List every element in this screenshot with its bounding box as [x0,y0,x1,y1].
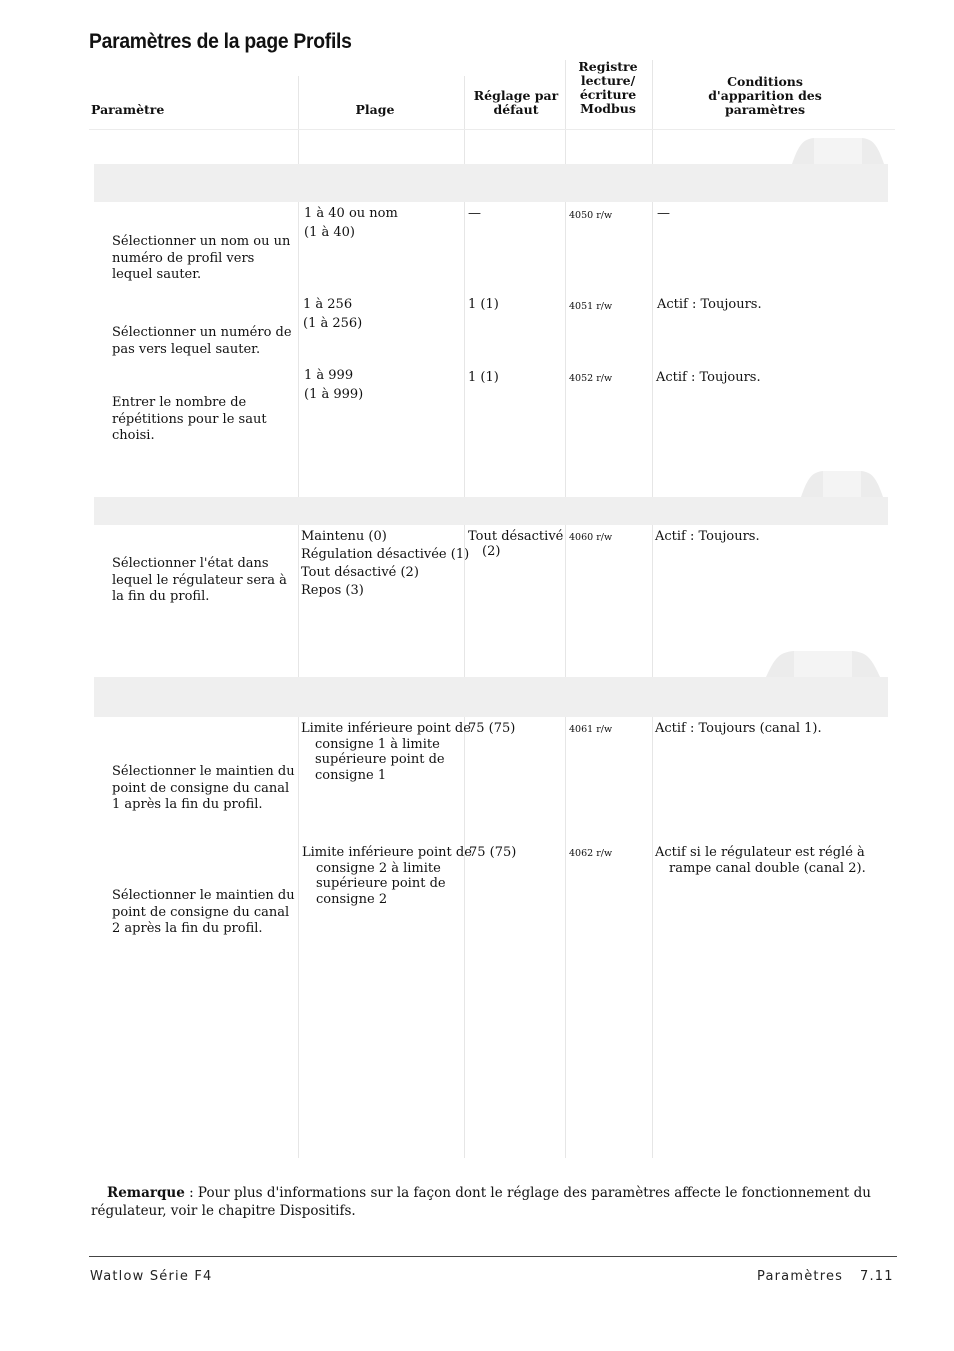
condition-text: Actif : Toujours. [656,370,761,385]
header-modbus: Registre lecture/ écriture Modbus [578,59,638,116]
modbus-register: 4050 r/w [569,210,613,221]
page-title: Paramètres de la page Profils [89,30,352,53]
param-description: Entrer le nombre de répétitions pour le saut choisi. [112,395,267,443]
remark-note [91,1184,881,1220]
header-param: Paramètre [91,102,165,117]
default-value: — [468,206,481,221]
footer-page-number: 7.11 [860,1269,894,1284]
range-value: Limite inférieure point de consigne 1 à limite supérieure point de consigne 1 [301,721,471,783]
range-option: Régulation désactivée (1) [301,547,470,562]
footer-rule [89,1256,897,1257]
modbus-register: 4062 r/w [569,848,613,859]
param-description: Sélectionner le maintien du point de consigne du canal 2 après la fin du profil. [112,888,295,936]
modbus-register: 4060 r/w [569,532,613,543]
header-conditions: Conditions d'apparition des paramètres [708,74,822,117]
range-option: Tout désactivé (2) [301,565,419,580]
section-tab [792,137,884,164]
section-tab [801,470,883,497]
section-band [94,677,888,717]
section-band [94,164,888,202]
modbus-register: 4061 r/w [569,724,613,735]
range-value-sub: (1 à 999) [304,387,364,402]
param-description: Sélectionner l'état dans lequel le régulateur sera à la fin du profil. [112,556,287,604]
condition-text: Actif : Toujours. [655,529,760,544]
default-value: 1 (1) [468,297,499,312]
param-description: Sélectionner un nom ou un numéro de profil vers lequel sauter. [112,234,291,282]
condition-text: Actif : Toujours. [657,297,762,312]
range-option: Maintenu (0) [301,529,387,544]
range-value-sub: (1 à 40) [304,225,355,240]
default-value: Tout désactivé (2) [468,529,564,559]
remark-text: : Pour plus d'informations sur la façon dont le réglage des paramètres affecte le fonctionnement du régulateur, voir le chapitre Dispositifs. [91,1185,871,1219]
param-description: Sélectionner le maintien du point de consigne du canal 1 après la fin du profil. [112,764,295,812]
range-value: 1 à 256 [303,297,353,312]
modbus-register: 4051 r/w [569,301,613,312]
param-description: Sélectionner un numéro de pas vers lequel sauter. [112,325,292,357]
header-range: Plage [355,102,395,117]
condition-text: Actif si le régulateur est réglé à rampe canal double (canal 2). [655,845,866,876]
header-rule [89,129,895,130]
remark-label: Remarque [107,1185,185,1201]
range-value: 1 à 999 [304,368,354,383]
range-value: Limite inférieure point de consigne 2 à limite supérieure point de consigne 2 [302,845,472,907]
column-divider [652,60,653,1158]
section-band [94,497,888,525]
range-value: 1 à 40 ou nom [304,206,398,221]
column-divider [464,76,465,1158]
column-divider [565,60,566,1158]
condition-text: Actif : Toujours (canal 1). [655,721,822,736]
column-divider [298,76,299,1158]
default-value: 1 (1) [468,370,499,385]
range-value-sub: (1 à 256) [303,316,363,331]
footer-title: Watlow Série F4 [90,1269,213,1284]
section-tab [766,650,880,677]
default-value: 75 (75) [469,845,517,860]
default-value: 75 (75) [468,721,516,736]
condition-text: — [657,206,670,221]
modbus-register: 4052 r/w [569,373,613,384]
range-option: Repos (3) [301,583,364,598]
header-default: Réglage par défaut [473,88,559,117]
footer-section: Paramètres [757,1269,844,1284]
